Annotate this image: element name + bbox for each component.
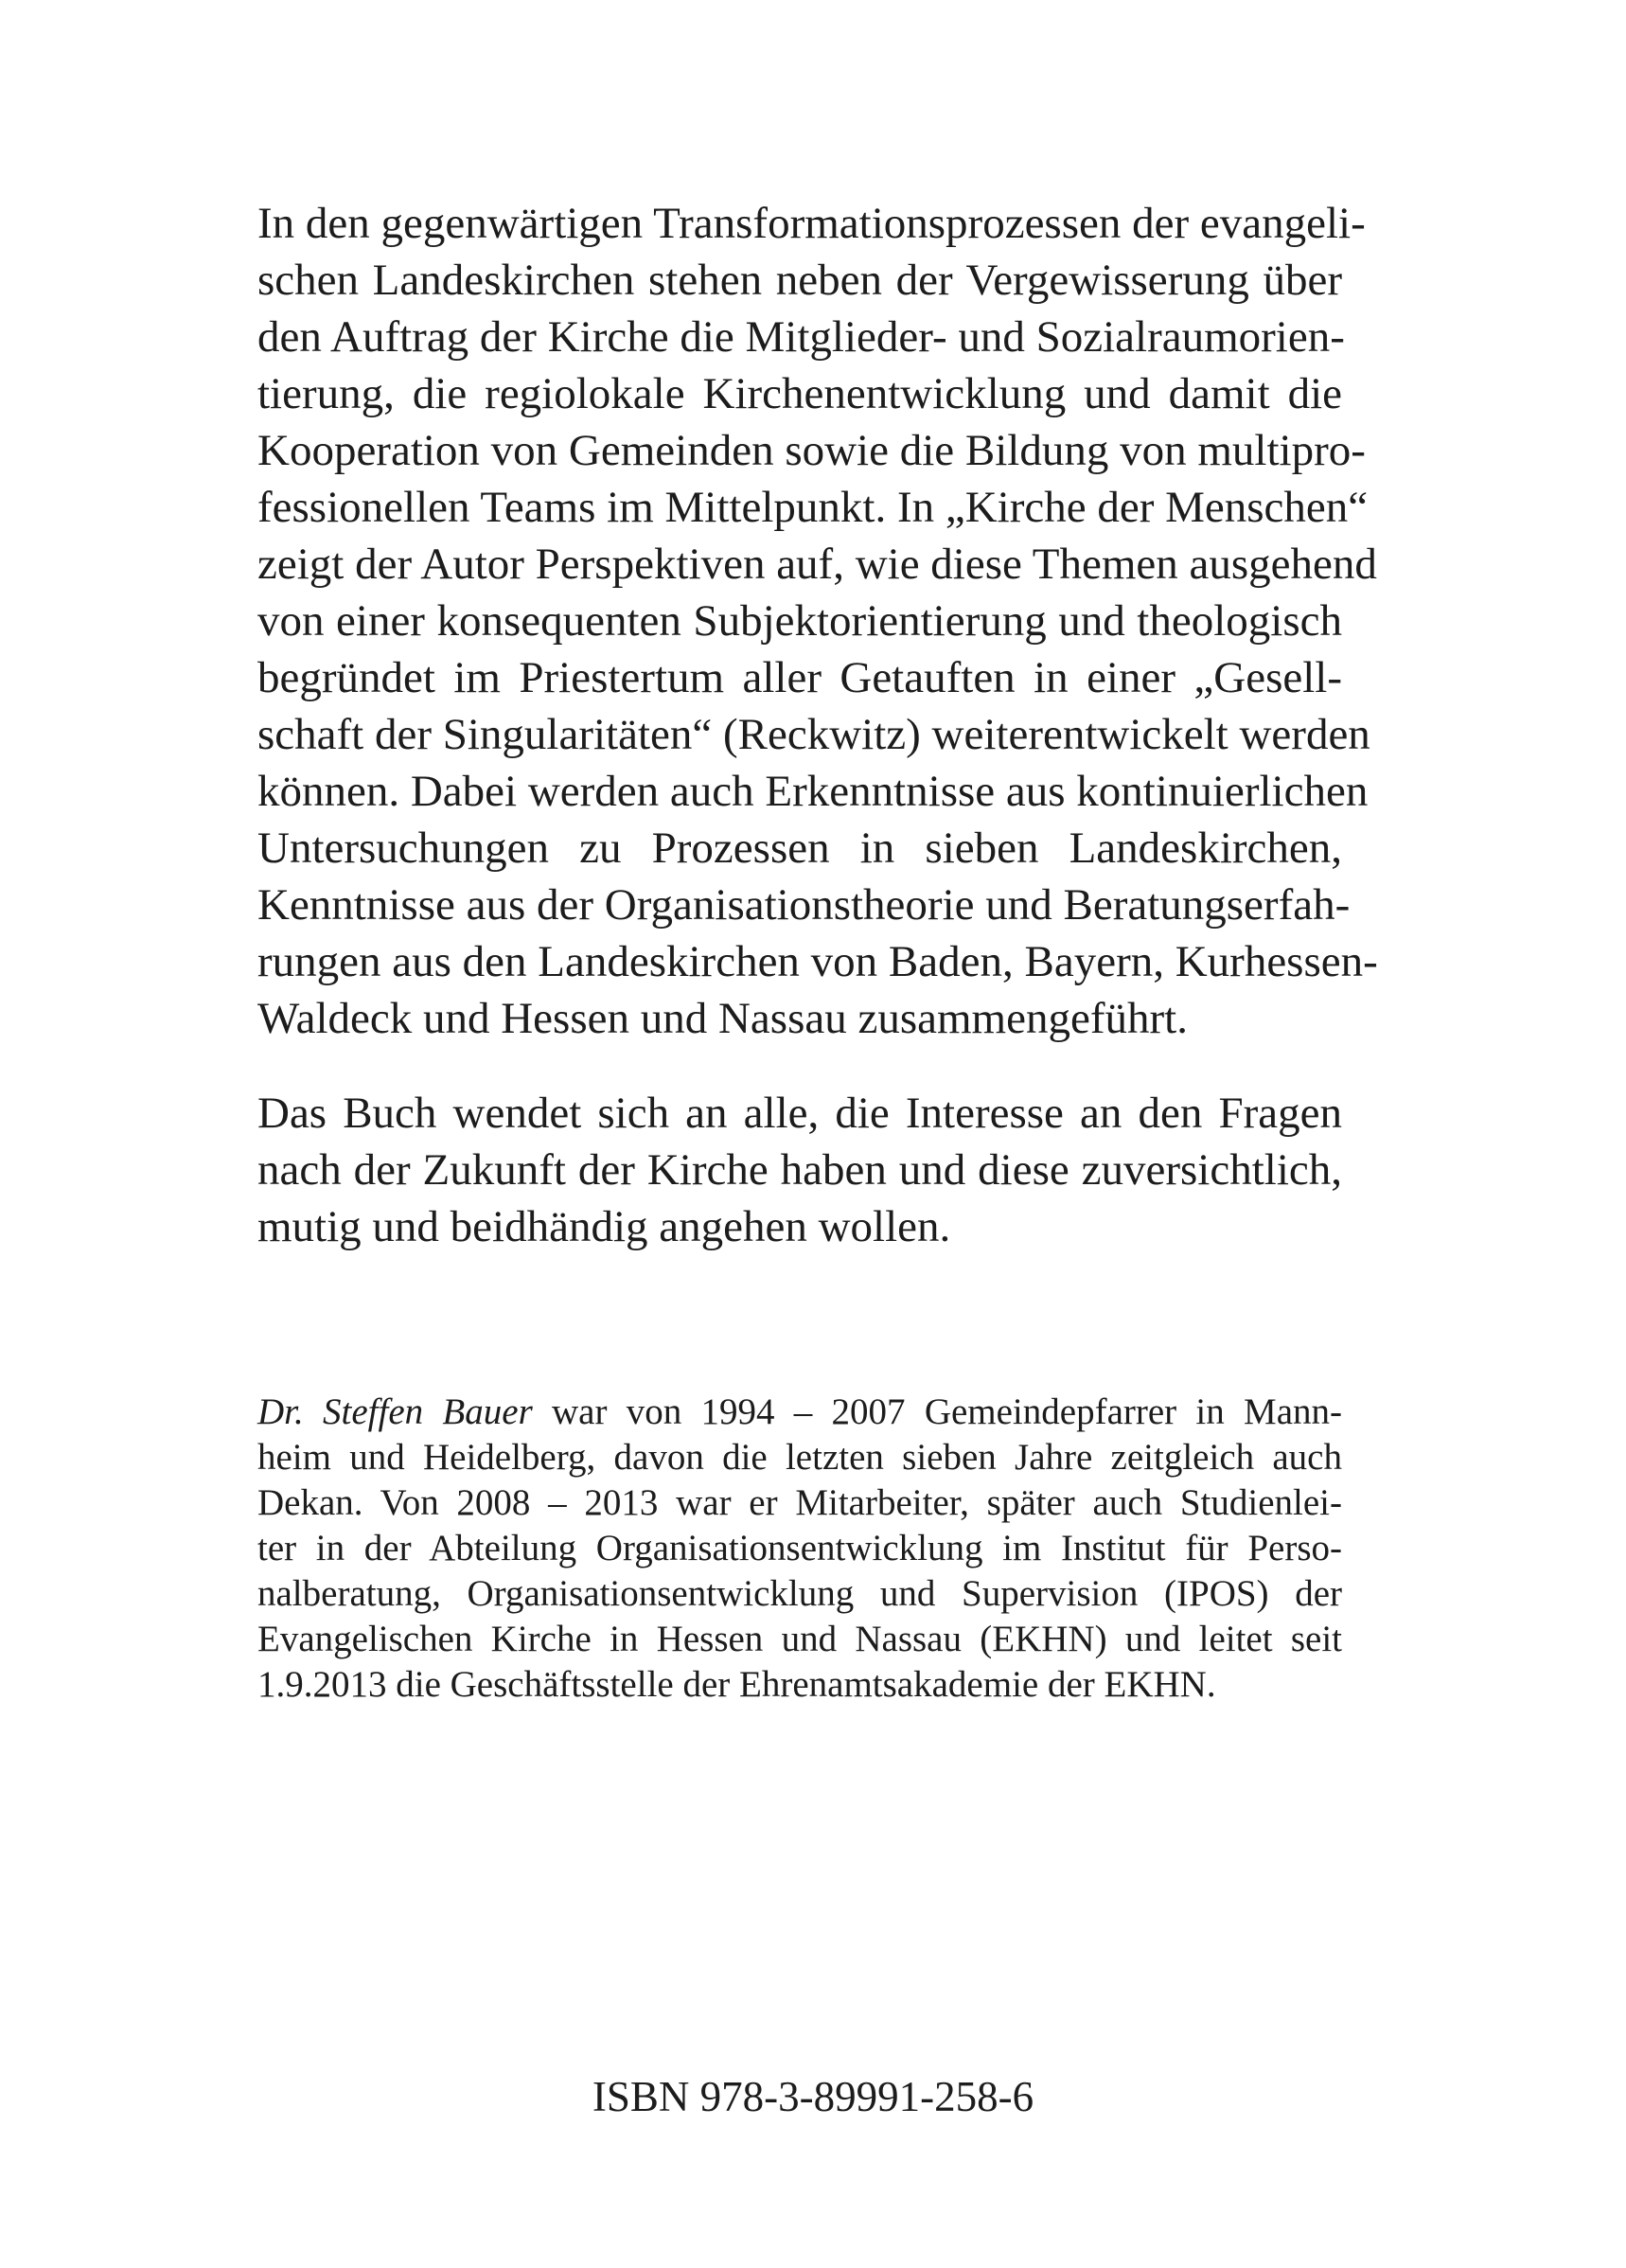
text-line: nach der Zukunft der Kirche haben und diese zuversichtlich, xyxy=(257,1145,1342,1195)
text-line: den Auftrag der Kirche die Mitglieder- und Sozialraumorien- xyxy=(257,312,1345,362)
text-line: mutig und beidhändig angehen wollen. xyxy=(257,1202,951,1251)
text-line: können. Dabei werden auch Erkenntnisse aus kontinuierlichen xyxy=(257,767,1369,816)
text-line: ter in der Abteilung Organisationsentwicklung im Institut für Perso- xyxy=(257,1528,1342,1568)
text-line: fessionellen Teams im Mittelpunkt. In „Kirche der Menschen“ xyxy=(257,483,1369,532)
author-name: Dr. Steffen Bauer xyxy=(257,1391,533,1432)
text-line: Kooperation von Gemeinden sowie die Bildung von multipro- xyxy=(257,426,1366,475)
bio-first-line xyxy=(257,1390,1342,1435)
text-line: schaft der Singularitäten“ (Reckwitz) weiterentwickelt werden xyxy=(257,710,1370,759)
text-line: Dekan. Von 2008 – 2013 war er Mitarbeiter, später auch Studienlei- xyxy=(257,1482,1342,1523)
text-line: Evangelischen Kirche in Hessen und Nassau (EKHN) und leitet seit xyxy=(257,1619,1342,1659)
text-line: Das Buch wendet sich an alle, die Interesse an den Fragen xyxy=(257,1089,1342,1138)
text-line: rungen aus den Landeskirchen von Baden, Bayern, Kurhessen- xyxy=(257,937,1378,986)
bio-first-line-text: war von 1994 – 2007 Gemeindepfarrer in Mann- xyxy=(532,1391,1342,1432)
text-line: Waldeck und Hessen und Nassau zusammengeführt. xyxy=(257,994,1188,1043)
text-line: Untersuchungen zu Prozessen in sieben Landeskirchen, xyxy=(257,824,1342,873)
text-line: In den gegenwärtigen Transformationsprozessen der evangeli- xyxy=(257,199,1366,248)
isbn-number: ISBN 978-3-89991-258-6 xyxy=(592,2073,1034,2120)
text-line: heim und Heidelberg, davon die letzten sieben Jahre zeitgleich auch xyxy=(257,1437,1342,1478)
text-line: begründet im Priestertum aller Getauften in einer „Gesell- xyxy=(257,653,1342,702)
text-line: Kenntnisse aus der Organisationstheorie und Beratungserfah- xyxy=(257,880,1351,930)
text-line: zeigt der Autor Perspektiven auf, wie diese Themen ausgehend xyxy=(257,540,1377,589)
text-line: nalberatung, Organisationsentwicklung und Supervision (IPOS) der xyxy=(257,1573,1342,1614)
text-line: schen Landeskirchen stehen neben der Vergewisserung über xyxy=(257,256,1342,305)
text-line: von einer konsequenten Subjektorientierung und theologisch xyxy=(257,596,1342,646)
text-line: tierung, die regiolokale Kirchenentwicklung und damit die xyxy=(257,369,1342,418)
text-line: 1.9.2013 die Geschäftsstelle der Ehrenamtsakademie der EKHN. xyxy=(257,1664,1216,1705)
